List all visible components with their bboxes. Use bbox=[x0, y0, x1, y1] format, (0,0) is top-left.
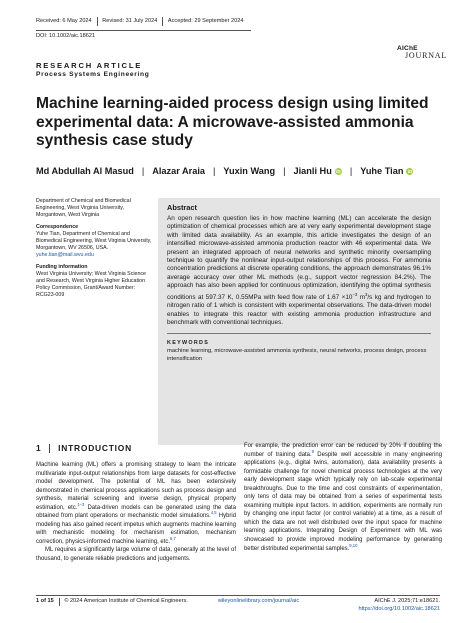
author-name[interactable]: Md Abdullah Al Masud bbox=[36, 166, 134, 176]
orcid-icon[interactable]: iD bbox=[336, 168, 341, 174]
funding-text: West Virginia University; West Virginia Science and Research, West Virginia Higher Education Policy Commission, Grant/Award Number: RCG23-009 bbox=[36, 270, 147, 299]
abstract-text-part: m bbox=[357, 293, 365, 301]
paragraph-text: Machine learning (ML) offers a promising strategy to learn the intricate multivariate input-output relationships from large datasets for cost-effective model development. The potential of ML has been extensively demonstrated in chemical process applications such as process design and synthesis, material screening and inverse design, physical property estimation, etc. bbox=[36, 462, 236, 511]
author-separator: | bbox=[213, 166, 216, 176]
article-type: RESEARCH ARTICLE bbox=[36, 61, 143, 70]
department: Department of Chemical and Biomedical Engineering, West Virginia University, Morgantown, West Virginia bbox=[36, 198, 131, 219]
copyright: © 2024 American Institute of Chemical Engineers. bbox=[64, 598, 188, 605]
section-number: 1 bbox=[36, 443, 42, 453]
abstract-heading: Abstract bbox=[167, 203, 197, 212]
doi-link[interactable]: https://doi.org/10.1002/aic.18621 bbox=[358, 605, 440, 612]
section-heading bbox=[36, 443, 132, 453]
paragraph-text: Data-driven models can be generated using the data obtained from plant operations or mechanistic model simulations. bbox=[36, 504, 236, 520]
funding bbox=[36, 264, 154, 300]
journal-logo-bottom: JOURNAL bbox=[405, 50, 448, 60]
abstract-text bbox=[167, 215, 431, 327]
page-number: 1 of 15 bbox=[36, 598, 54, 605]
abstract-text-part: An open research question lies in how machine learning (ML) can accelerate the design optimization of chemical processes which are at very early experimental development stage with limited data availability. As an example, this article investigates the design of an intensified microwave-assisted ammonia production reactor with 46 experimental data. We present an integrated approach of neural networks and synthetic minority oversampling technique to quantify the nonlinear input-output relationships of this process. For ammonia concentration predictions at discrete operating conditions, the approach demonstrates 96.1% average accuracy over other ML methods (e.g., support vector regression 84.2%). The approach has also been applied for continuous optimization, identifying the optimal synthesis conditions at 597.37 K, 0.55MPa with feed flow rate of 1.67 ×10 bbox=[167, 215, 431, 301]
paragraph bbox=[36, 461, 236, 546]
correspondence bbox=[36, 224, 154, 260]
author-name[interactable]: Jianli Hu bbox=[293, 166, 332, 176]
footer-divider bbox=[59, 598, 60, 606]
article-title: Machine learning-aided process design using limited experimental data: A microwave-assisted ammonia synthesis case study bbox=[36, 95, 429, 150]
author-list bbox=[36, 166, 413, 176]
keywords-list: machine learning, microwave-assisted ammonia synthesis, neural networks, process design, process intensification bbox=[167, 347, 427, 362]
citation-link[interactable]: 9,10 bbox=[349, 542, 358, 548]
body-column-left bbox=[36, 461, 236, 564]
revised-date: Revised: 31 July 2024 bbox=[102, 18, 158, 24]
author-separator: | bbox=[283, 166, 286, 176]
section-divider bbox=[49, 444, 50, 453]
affiliation-sidebar bbox=[36, 198, 154, 304]
funding-heading: Funding information bbox=[36, 263, 88, 270]
citation-link[interactable]: 8 bbox=[311, 448, 314, 454]
abstract-text-part: /s kg and hydrogen to nitrogen ratio of 1 which is consistent with experimental observations. The data-driven model enables to integrate this reactor with existing ammonia production infrastructure and benchmark with conventional techniques. bbox=[167, 293, 431, 326]
header-rule bbox=[36, 30, 251, 31]
paragraph-text: For example, the prediction error can be reduced by 20% if doubling the number of training data. bbox=[244, 443, 442, 458]
abstract-box bbox=[158, 198, 440, 445]
section-title: INTRODUCTION bbox=[58, 443, 132, 453]
author-name[interactable]: Yuxin Wang bbox=[223, 166, 276, 176]
citation-link[interactable]: 6,7 bbox=[169, 535, 176, 541]
paragraph bbox=[244, 442, 442, 553]
footer-right bbox=[359, 598, 440, 613]
article-category: Process Systems Engineering bbox=[36, 71, 150, 78]
accepted-date: Accepted: 29 September 2024 bbox=[167, 18, 244, 24]
author-name[interactable]: Alazar Araia bbox=[152, 166, 205, 176]
exponent: −3 bbox=[352, 291, 358, 297]
footer-rule bbox=[36, 595, 440, 596]
body-column-right bbox=[244, 442, 442, 553]
keywords-heading: KEYWORDS bbox=[167, 339, 210, 346]
journal-logo-top: AIChE bbox=[397, 45, 418, 52]
exponent: 3 bbox=[365, 291, 368, 297]
correspondence-text: Yuhe Tian, Department of Chemical and Biomedical Engineering, West Virginia University, Morgantown, WV 26506, USA. bbox=[36, 230, 152, 252]
paragraph-text: Hybrid modeling has also gained recent impetus which augments machine learning with mechanistic modeling for mechanism estimation, mechanism correction, physics-informed machine learning, etc. bbox=[36, 513, 236, 545]
paragraph: ML requires a significantly large volume of data, generally at the level of thousand, to generate reliable predictions and judgements. bbox=[36, 547, 236, 563]
author-separator: | bbox=[141, 166, 145, 176]
page-footer bbox=[36, 598, 440, 613]
author-separator: | bbox=[349, 166, 353, 176]
footer-left bbox=[36, 598, 299, 606]
citation-link[interactable]: 1–3 bbox=[77, 501, 85, 507]
citation-link[interactable]: 4,5 bbox=[210, 510, 217, 516]
keywords-divider bbox=[167, 333, 431, 334]
citation: AIChE J. 2025;71:e18621. bbox=[374, 598, 440, 604]
paragraph-text: Despite well accessible in many engineering applications (e.g., digital twins, automation), data availability presents a formidable challenge for novel chemical process technologies at the very early development stage which typically rely on lab-scale experimental breakthroughs. Due to the time and cost constraints of experimentation, only tens of data may be obtained from a series of experimental tests examining multiple input factors. In addition, experiments are normally run by changing one input factor (or control variable) at a time, as a result of which the data are not well distributed over the input space for machine learning applications. Integrating Design of Experiment with ML was showcased to provide improved modeling performance by generating better distributed experimental samples. bbox=[244, 451, 442, 552]
correspondence-email[interactable]: yuhe.tian@mail.wvu.edu bbox=[36, 252, 94, 259]
article-dates bbox=[36, 14, 248, 28]
journal-link[interactable]: wileyonlinelibrary.com/journal/aic bbox=[217, 598, 300, 605]
orcid-icon[interactable]: iD bbox=[407, 168, 413, 174]
correspondence-heading: Correspondence bbox=[36, 223, 79, 230]
author-name[interactable]: Yuhe Tian bbox=[360, 166, 404, 176]
article-doi[interactable]: DOI: 10.1002/aic.18621 bbox=[36, 33, 96, 39]
journal-logo bbox=[397, 46, 447, 60]
received-date: Received: 6 May 2024 bbox=[36, 18, 92, 24]
